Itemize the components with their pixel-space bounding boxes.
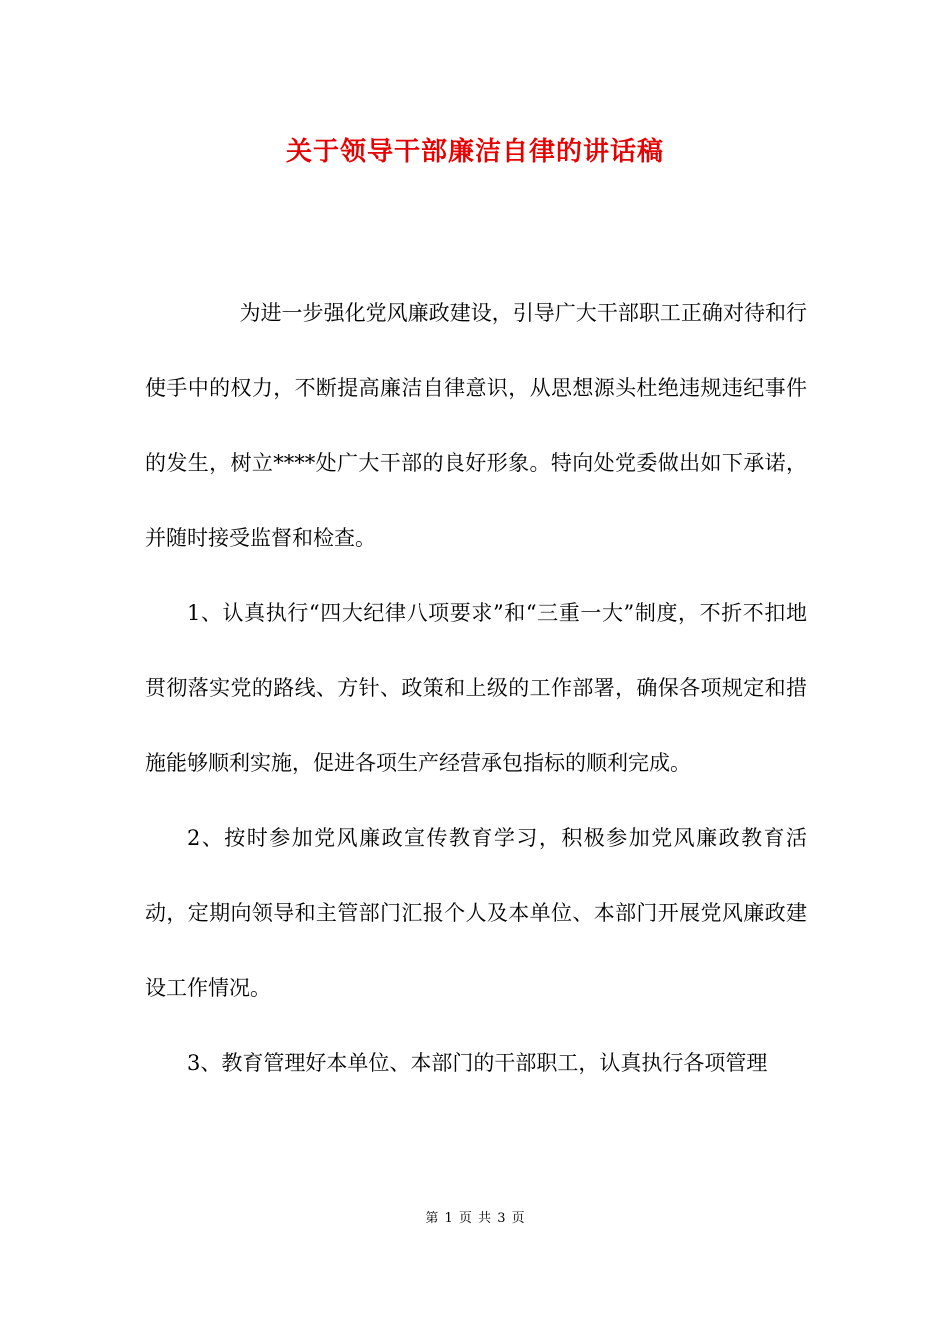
document-body xyxy=(145,276,807,1101)
paragraph-item-1: 1、认真执行“四大纪律八项要求”和“三重一大”制度，不折不扣地贯彻落实党的路线、方针、政策和上级的工作部署，确保各项规定和措施能够顺利实施，促进各项生产经营承包指标的顺利完成。 xyxy=(145,601,807,775)
document-title: 关于领导干部廉洁自律的讲话稿 xyxy=(285,137,664,167)
paragraph-item-3: 3、教育管理好本单位、本部门的干部职工，认真执行各项管理 xyxy=(187,1051,768,1075)
paragraph-item-2: 2、按时参加党风廉政宣传教育学习，积极参加党风廉政教育活动，定期向领导和主管部门汇报个人及本单位、本部门开展党风廉政建设工作情况。 xyxy=(145,826,807,1000)
page-number-footer: 第 1 页 共 3 页 xyxy=(425,1211,525,1226)
paragraph-intro: 为进一步强化党风廉政建设，引导广大干部职工正确对待和行使手中的权力，不断提高廉洁自律意识，从思想源头杜绝违规违纪事件的发生，树立****处广大干部的良好形象。特向处党委做出如下承诺，并随时接受监督和检查。 xyxy=(145,301,807,550)
